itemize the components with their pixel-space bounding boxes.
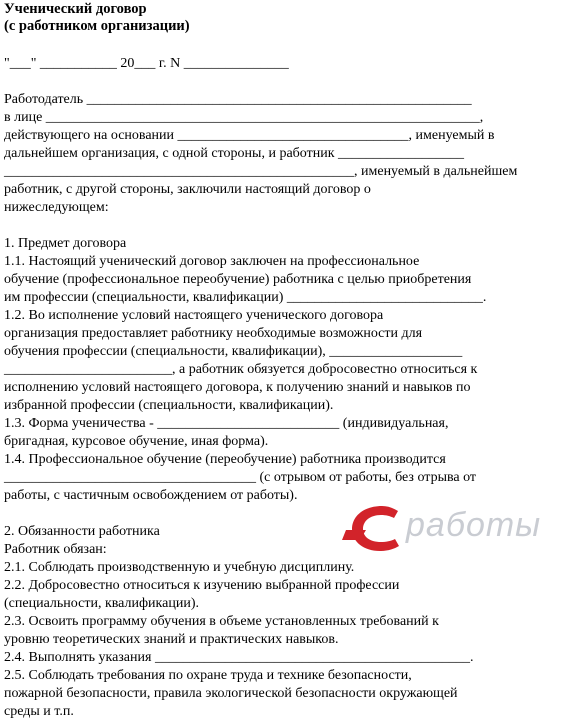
- watermark-logo-icon: [342, 500, 408, 556]
- section-line: уровню теоретических знаний и практических навыков.: [4, 632, 339, 647]
- section-line: 2.2. Добросовестно относиться к изучению выбранной профессии: [4, 578, 400, 593]
- section-line: ________________________, а работник обязуется добросовестно относиться к: [4, 362, 478, 377]
- intro-line: нижеследующем:: [4, 200, 109, 215]
- section-line: среды и т.п.: [4, 704, 74, 719]
- section-line: (специальности, квалификации).: [4, 596, 199, 611]
- intro-line: в лице ______________________________________________________________,: [4, 110, 484, 125]
- watermark: [342, 500, 552, 556]
- intro-line: дальнейшем организация, с одной стороны, и работник __________________: [4, 146, 465, 161]
- intro-line: действующего на основании _________________________________, именуемый в: [4, 128, 495, 143]
- watermark-text: работы: [406, 506, 542, 544]
- section-heading: 2. Обязанности работника: [4, 524, 160, 539]
- intro-line: __________________________________________________, именуемый в дальнейшем: [4, 164, 518, 179]
- section-line: избранной профессии (специальности, квалификации).: [4, 398, 334, 413]
- document-title: Ученический договор: [4, 1, 147, 17]
- section-line: пожарной безопасности, правила экологической безопасности окружающей: [4, 686, 458, 701]
- section-line: 1.3. Форма ученичества - __________________________ (индивидуальная,: [4, 416, 449, 431]
- intro-line: работник, с другой стороны, заключили настоящий договор о: [4, 182, 371, 197]
- section-line: Работник обязан:: [4, 542, 107, 557]
- section-line: исполнению условий настоящего договора, к получению знаний и навыков по: [4, 380, 471, 395]
- section-line: 2.5. Соблюдать требования по охране труда и технике безопасности,: [4, 668, 412, 683]
- section-line: организация предоставляет работнику необходимые возможности для: [4, 326, 423, 341]
- section-line: обучение (профессиональное переобучение) работника с целью приобретения: [4, 272, 472, 287]
- section-heading: 1. Предмет договора: [4, 236, 127, 251]
- document-subtitle: (с работником организации): [4, 18, 190, 34]
- section-line: 2.4. Выполнять указания _____________________________________________.: [4, 650, 474, 665]
- section-line: 1.1. Настоящий ученический договор заключен на профессиональное: [4, 254, 420, 269]
- section-line: 1.2. Во исполнение условий настоящего ученического договора: [4, 308, 384, 323]
- section-line: работы, с частичным освобождением от работы).: [4, 488, 298, 503]
- intro-line: Работодатель _______________________________________________________: [4, 92, 472, 107]
- date-number-line: "___" ___________ 20___ г. N _______________: [4, 56, 289, 71]
- section-line: 2.3. Освоить программу обучения в объеме установленных требований к: [4, 614, 439, 629]
- section-line: 2.1. Соблюдать производственную и учебную дисциплину.: [4, 560, 355, 575]
- section-line: бригадная, курсовое обучение, иная форма).: [4, 434, 269, 449]
- section-line: обучения профессии (специальности, квалификации), ___________________: [4, 344, 463, 359]
- section-line: 1.4. Профессиональное обучение (переобучение) работника производится: [4, 452, 446, 467]
- section-line: им профессии (специальности, квалификации) ____________________________.: [4, 290, 487, 305]
- section-line: ____________________________________ (с отрывом от работы, без отрыва от: [4, 470, 477, 485]
